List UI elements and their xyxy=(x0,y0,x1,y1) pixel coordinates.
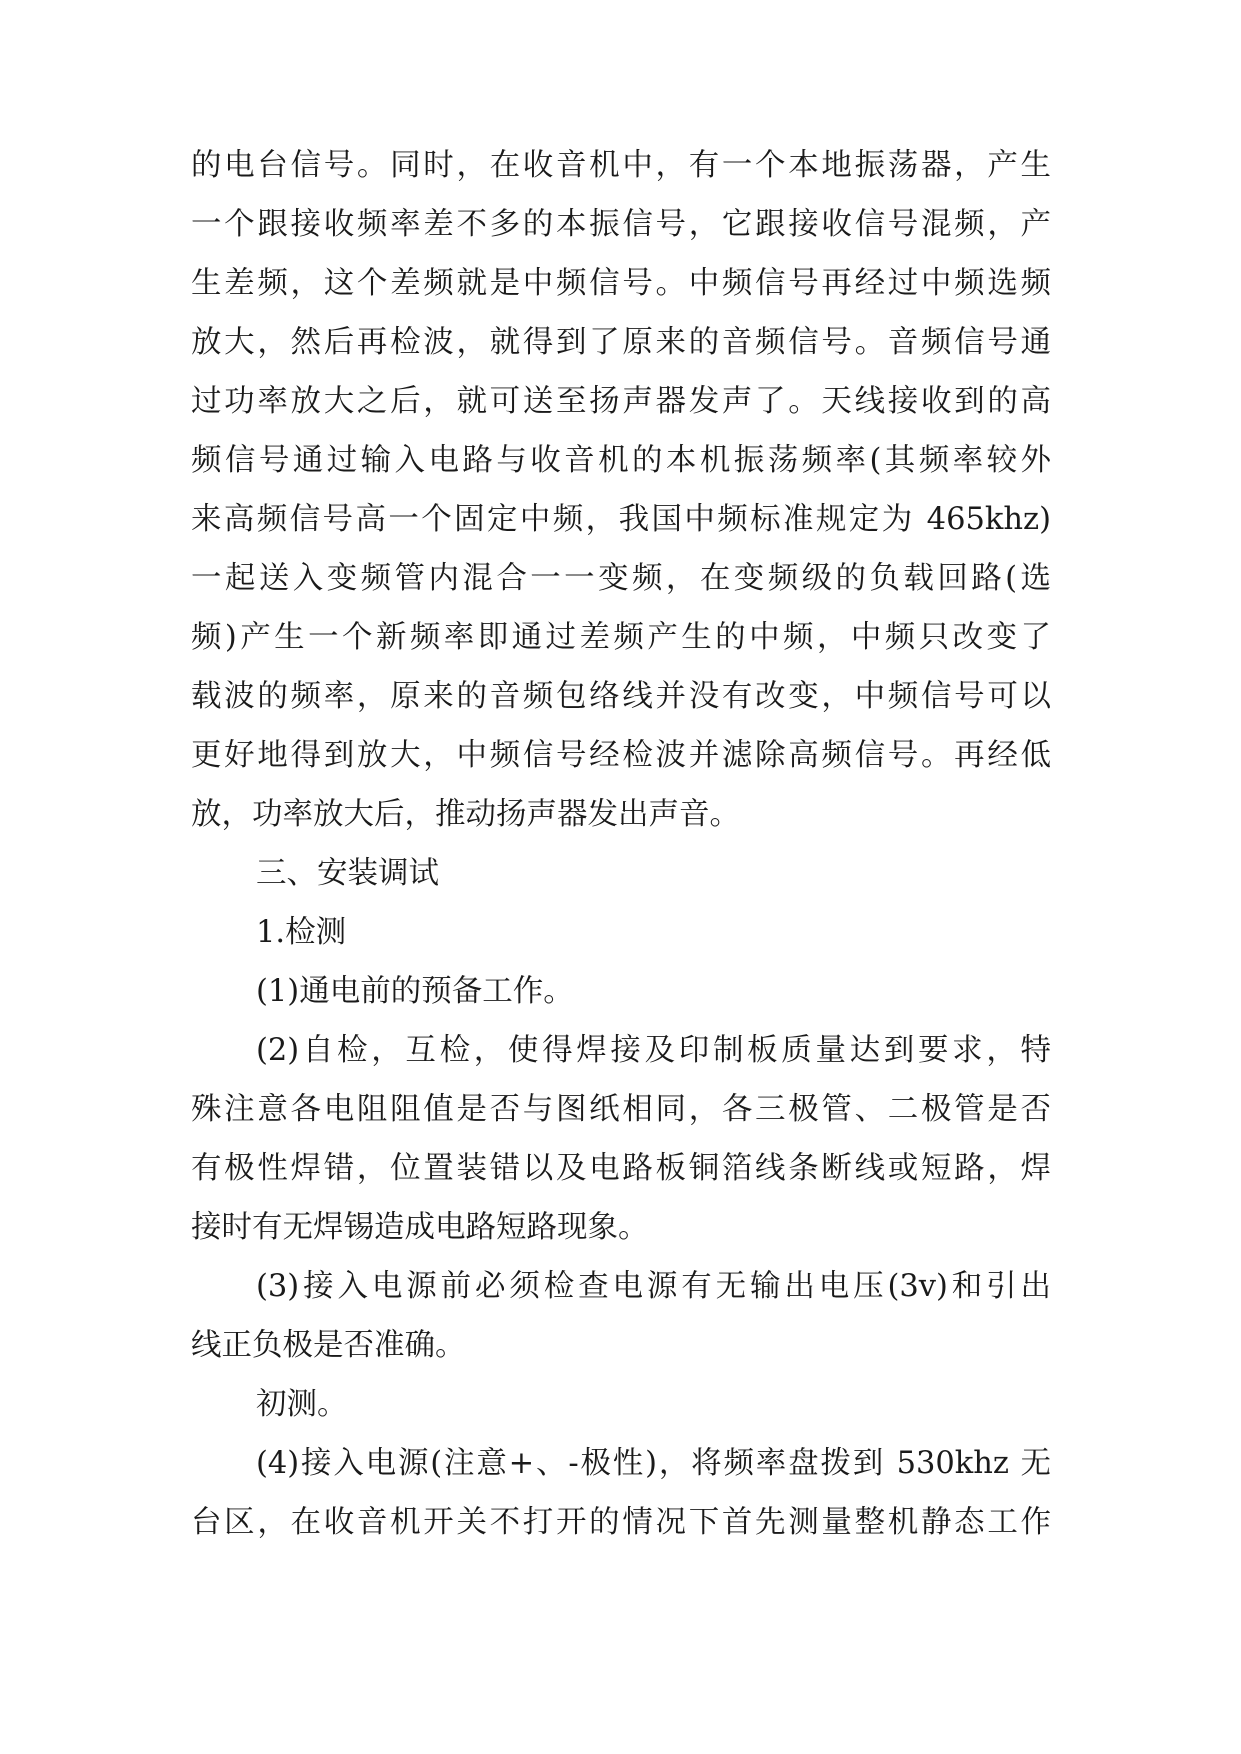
text-line-16: (2)自检，互检，使得焊接及印制板质量达到要求，特 xyxy=(256,1033,1051,1068)
text-line-24: 台区，在收音机开关不打开的情况下首先测量整机静态工作 xyxy=(191,1505,1051,1540)
text-line-4: 放大，然后再检波，就得到了原来的音频信号。音频信号通 xyxy=(191,325,1051,360)
text-line-10: 载波的频率，原来的音频包络线并没有改变，中频信号可以 xyxy=(191,679,1051,714)
text-line-12: 放，功率放大后，推动扬声器发出声音。 xyxy=(191,797,740,832)
text-line-1: 的电台信号。同时，在收音机中，有一个本地振荡器，产生 xyxy=(191,148,1051,183)
subsection-heading: 1.检测 xyxy=(256,915,347,950)
text-line-3: 生差频，这个差频就是中频信号。中频信号再经过中频选频 xyxy=(191,266,1051,301)
section-heading: 三、安装调试 xyxy=(256,856,439,891)
text-line-21: 线正负极是否准确。 xyxy=(191,1328,466,1363)
text-line-6: 频信号通过输入电路与收音机的本机振荡频率(其频率较外 xyxy=(191,443,1051,478)
text-line-19: 接时有无焊锡造成电路短路现象。 xyxy=(191,1210,649,1245)
text-line-8: 一起送入变频管内混合一一变频，在变频级的负载回路(选 xyxy=(191,561,1051,596)
text-line-9: 频)产生一个新频率即通过差频产生的中频，中频只改变了 xyxy=(191,620,1051,655)
text-line-20: (3)接入电源前必须检查电源有无输出电压(3v)和引出 xyxy=(256,1269,1051,1304)
text-line-15: (1)通电前的预备工作。 xyxy=(256,974,574,1009)
text-line-2: 一个跟接收频率差不多的本振信号，它跟接收信号混频，产 xyxy=(191,207,1051,242)
text-line-5: 过功率放大之后，就可送至扬声器发声了。天线接收到的高 xyxy=(191,384,1051,419)
text-line-23: (4)接入电源(注意+、-极性)，将频率盘拨到 530khz 无 xyxy=(256,1446,1051,1481)
text-line-18: 有极性焊错，位置装错以及电路板铜箔线条断线或短路，焊 xyxy=(191,1151,1051,1186)
text-line-11: 更好地得到放大，中频信号经检波并滤除高频信号。再经低 xyxy=(191,738,1051,773)
text-line-22: 初测。 xyxy=(256,1387,348,1422)
text-line-7: 来高频信号高一个固定中频，我国中频标准规定为 465khz) xyxy=(191,502,1051,537)
text-line-17: 殊注意各电阻阻值是否与图纸相同，各三极管、二极管是否 xyxy=(191,1092,1051,1127)
